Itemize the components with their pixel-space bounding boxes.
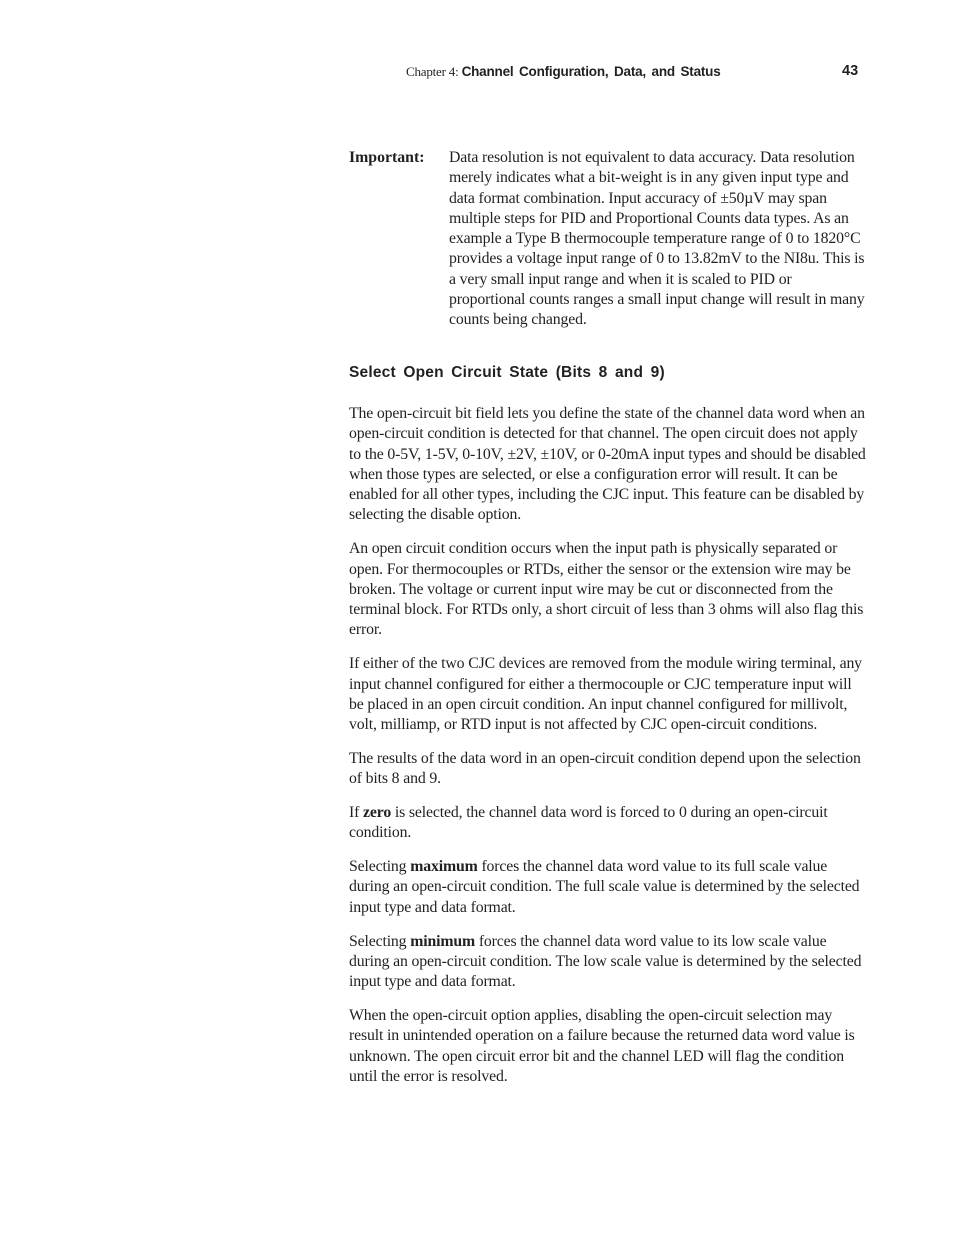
running-header [0, 63, 954, 83]
minimum-post: forces the channel data word value to its low scale value during an open-circuit condition. The low scale value is determined by the selected input type and data format. [349, 932, 862, 991]
paragraph-open-circuit-field: The open-circuit bit field lets you define the state of the channel data word when an open-circuit condition is detected for that channel. The open circuit does not apply to the 0-5V, 1-5V, 0-10V, ±2V, ±10V, or 0-20mA input types and should be disabled when those types are selected, or else a configuration error will result. It can be enabled for all other types, including the CJC input. This feature can be disabled by selecting the disable option. [349, 405, 866, 524]
chapter-reference [406, 64, 721, 80]
zero-keyword: zero [363, 804, 392, 822]
paragraph-cjc-devices: If either of the two CJC devices are removed from the module wiring terminal, any input channel configured for either a thermocouple or CJC temperature input will be placed in an open circuit condition. An input channel configured for millivolt, volt, milliamp, or RTD input is not affected by CJC open-circuit conditions. [349, 655, 862, 734]
chapter-title: Channel Configuration, Data, and Status [461, 64, 721, 79]
minimum-keyword: minimum [410, 932, 476, 950]
important-label: Important: [349, 149, 425, 166]
page-number: 43 [842, 63, 859, 79]
section-heading: Select Open Circuit State (Bits 8 and 9) [349, 364, 665, 381]
minimum-pre: Selecting [349, 932, 411, 950]
zero-pre: If [349, 804, 364, 822]
paragraph-maximum-option [349, 857, 869, 918]
paragraph-results: The results of the data word in an open-circuit condition depend upon the selection of bits 8 and 9. [349, 749, 861, 788]
chapter-label: Chapter 4: [406, 64, 459, 79]
maximum-post: forces the channel data word value to its full scale value during an open-circuit condition. The full scale value is determined by the selected input type and data format. [349, 858, 860, 916]
zero-post: is selected, the channel data word is forced to 0 during an open-circuit condition. [349, 804, 828, 842]
maximum-keyword: maximum [410, 858, 478, 876]
paragraph-open-circuit-condition: An open circuit condition occurs when the input path is physically separated or open. For thermocouples or RTDs, either the sensor or the extension wire may be broken. The voltage or current input wire may be cut or disconnected from the terminal block. For RTDs only, a short circuit of less than 3 ohms will also flag this error. [349, 540, 864, 639]
paragraph-zero-option [349, 803, 869, 844]
paragraph-minimum-option [349, 932, 869, 993]
important-text: Data resolution is not equivalent to data accuracy. Data resolution merely indicates what a bit-weight is in any given input type and data format combination. Input accuracy of ±50µV may span multiple steps for PID and Proportional Counts data types. As an example a Type B thermocouple temperature range of 0 to 1820°C provides a voltage input range of 0 to 13.82mV to the NI8u. This is a very small input range and when it is scaled to PID or proportional counts ranges a small input change will result in many counts being changed. [449, 149, 865, 329]
maximum-pre: Selecting [349, 858, 411, 876]
section-body [349, 404, 869, 1101]
paragraph-disable-warning: When the open-circuit option applies, disabling the open-circuit selection may result in unintended operation on a failure because the returned data word value is unknown. The open circuit error bit and the channel LED will flag the condition until the error is resolved. [349, 1006, 855, 1085]
